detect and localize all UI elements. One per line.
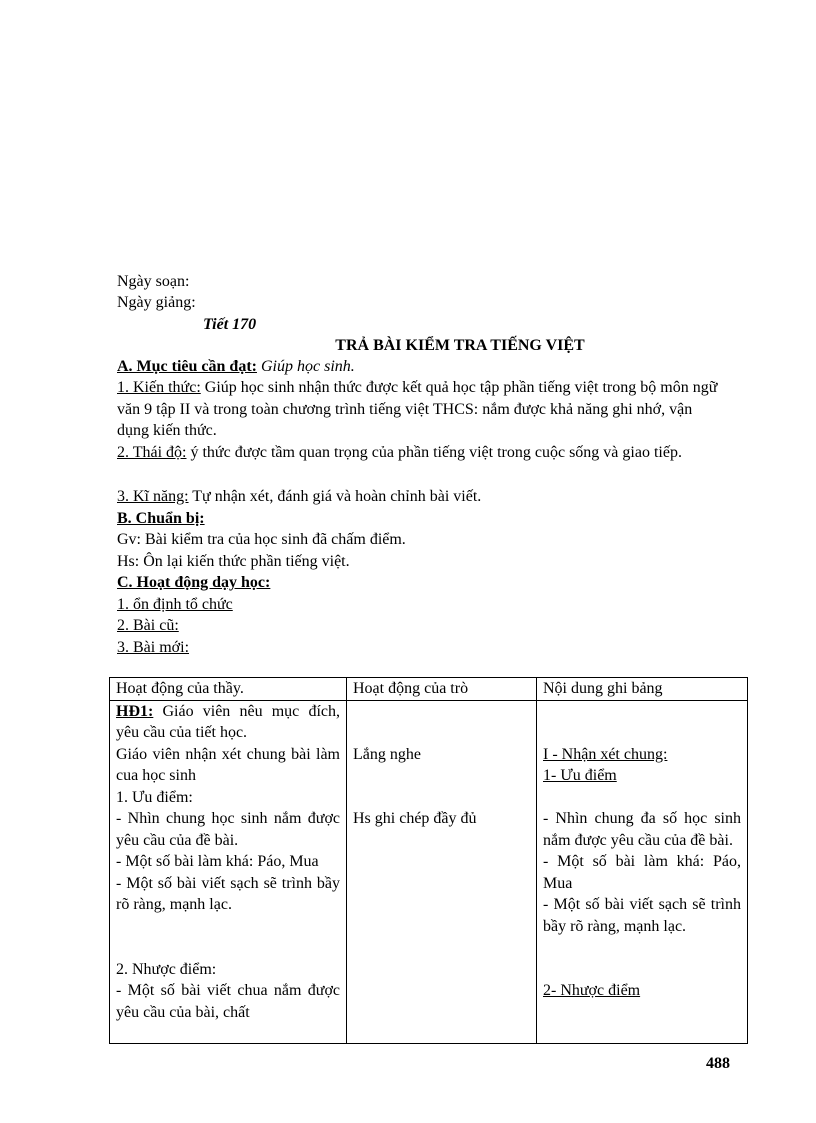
step-3: 3. Bài mới: xyxy=(117,639,190,656)
ki-nang-paragraph xyxy=(117,486,481,507)
board-uu-title: 1- Ưu điểm xyxy=(543,767,617,784)
ngay-giang: Ngày giảng: xyxy=(117,294,196,311)
header-board: Nội dung ghi bảng xyxy=(537,678,748,701)
student-ghi-chep: Hs ghi chép đầy đủ xyxy=(353,810,477,827)
lesson-number: Tiết 170 xyxy=(203,316,257,333)
header-student: Hoạt động của trò xyxy=(347,678,537,701)
teacher-uu-2: - Một số bài làm khá: Páo, Mua xyxy=(116,853,319,870)
hd1-text: Giáo viên nêu mục đích, yêu cầu của tiết học. xyxy=(116,702,340,741)
gv-prep: Gv: Bài kiểm tra của học sinh đã chấm điểm. xyxy=(117,531,406,548)
board-uu-2: - Một số bài làm khá: Páo, Mua xyxy=(543,853,741,892)
hd1-line xyxy=(116,701,340,744)
activity-table xyxy=(109,677,748,1044)
board-title: I - Nhận xét chung: xyxy=(543,745,668,763)
table-row xyxy=(110,700,748,1043)
teacher-nhuoc-1: - Một số bài viết chua nắm được yêu cầu của bài, chất xyxy=(116,982,340,1021)
thai-do-text: ý thức được tầm quan trọng của phần tiếng việt trong cuộc sống và giao tiếp. xyxy=(186,444,682,461)
ki-nang-label: 3. Kĩ năng: xyxy=(117,488,189,505)
kien-thuc-text: Giúp học sinh nhận thức được kết quả học tập phần tiếng việt trong bộ môn ngữ văn 9 tập II và trong toàn chương trình tiếng việt THCS: nắm được khả năng ghi nhớ, vận dụng kiến thức. xyxy=(117,379,718,439)
section-c-heading: C. Hoạt động dạy học: xyxy=(117,574,271,591)
student-cell xyxy=(347,700,537,1043)
section-a-label: A. Mục tiêu cần đạt: xyxy=(117,358,257,375)
board-uu-3: - Một số bài viết sạch sẽ trình bầy rõ ràng, mạnh lạc. xyxy=(543,896,741,935)
step-1: 1. ổn định tổ chức xyxy=(117,596,233,613)
student-lang-nghe: Lắng nghe xyxy=(353,745,421,763)
teacher-uu-1: - Nhìn chung học sinh nắm được yêu cầu của đề bài. xyxy=(116,810,340,849)
thai-do-paragraph xyxy=(117,442,727,464)
header-teacher: Hoạt động của thầy. xyxy=(110,678,347,701)
teacher-uu-3: - Một số bài viết sạch sẽ trình bầy rõ ràng, mạnh lạc. xyxy=(116,874,340,913)
thai-do-label: 2. Thái độ: xyxy=(117,444,187,461)
page-title: TRẢ BÀI KIỂM TRA TIẾNG VIỆT xyxy=(335,337,585,354)
section-a-rest: Giúp học sinh. xyxy=(260,358,355,375)
ki-nang-text: Tự nhận xét, đánh giá và hoàn chỉnh bài viết. xyxy=(188,488,482,505)
hd1-label: HĐ1: xyxy=(116,702,154,720)
table-header-row xyxy=(110,678,748,701)
board-cell xyxy=(537,700,748,1043)
teacher-nhuoc-title: 2. Nhược điểm: xyxy=(116,960,217,978)
hs-prep: Hs: Ôn lại kiến thức phần tiếng việt. xyxy=(117,553,350,570)
teacher-cell xyxy=(110,700,347,1043)
page-number: 488 xyxy=(706,1055,730,1072)
kien-thuc-label: 1. Kiến thức: xyxy=(117,379,201,396)
kien-thuc-paragraph xyxy=(117,377,727,442)
teacher-nhan-xet: Giáo viên nhận xét chung bài làm cua học sinh xyxy=(116,745,340,784)
board-uu-1: - Nhìn chung đa số học sinh nắm được yêu cầu của đề bài. xyxy=(543,810,741,849)
step-2: 2. Bài cũ: xyxy=(117,617,179,634)
board-nhuoc-title: 2- Nhược điểm xyxy=(543,982,641,999)
section-a-heading xyxy=(117,356,355,377)
ngay-soan: Ngày soạn: xyxy=(117,273,190,290)
teacher-uu-diem-title: 1. Ưu điểm: xyxy=(116,788,193,806)
section-b-heading: B. Chuẩn bị: xyxy=(117,510,205,527)
